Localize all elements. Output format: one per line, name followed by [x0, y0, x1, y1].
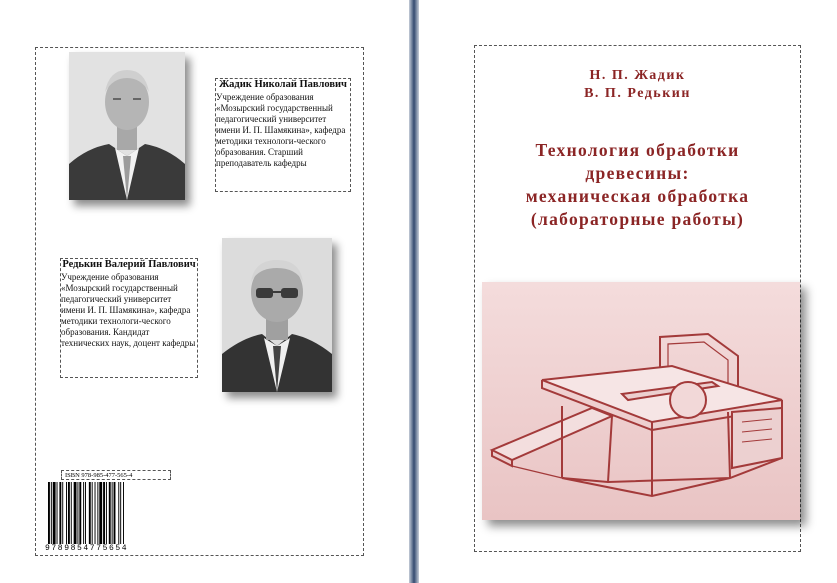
barcode-number: 9789854775654 — [45, 544, 129, 553]
title-line-3: механическая обработка — [525, 186, 750, 206]
author1-photo — [69, 52, 185, 200]
barcode-icon — [46, 482, 156, 544]
author2-bio — [60, 258, 198, 378]
title-line-2: древесины: — [585, 163, 690, 183]
isbn-label: ISBN 978-985-477-565-4 — [61, 470, 171, 480]
front-author-2: В. П. Редькин — [584, 86, 691, 101]
circular-saw-machine-illustration — [482, 282, 800, 520]
author2-photo — [222, 238, 332, 392]
back-cover — [35, 47, 364, 556]
author1-description: Учреждение образования «Мозырский государственный педагогический университет имени И. П. Шамякина», кафедра методики технологи-ческого образования. Старший преподаватель кафедры — [216, 92, 346, 168]
author2-name: Редькин Валерий Павлович — [62, 259, 196, 270]
title-line-1: Технология обработки — [535, 140, 740, 160]
book-title — [475, 139, 800, 231]
author2-description: Учреждение образования «Мозырский государственный педагогический университет имени И. П. Шамякина», кафедра методики технологи-ческого образования. Кандидат технических наук, доцент кафедры — [61, 272, 196, 348]
title-line-4: (лабораторные работы) — [530, 209, 745, 229]
saw-machine-icon — [482, 282, 800, 520]
book-spine — [409, 0, 419, 583]
front-author-1: Н. П. Жадик — [589, 68, 686, 83]
author1-bio — [215, 78, 351, 192]
author1-name: Жадик Николай Павлович — [219, 79, 347, 90]
